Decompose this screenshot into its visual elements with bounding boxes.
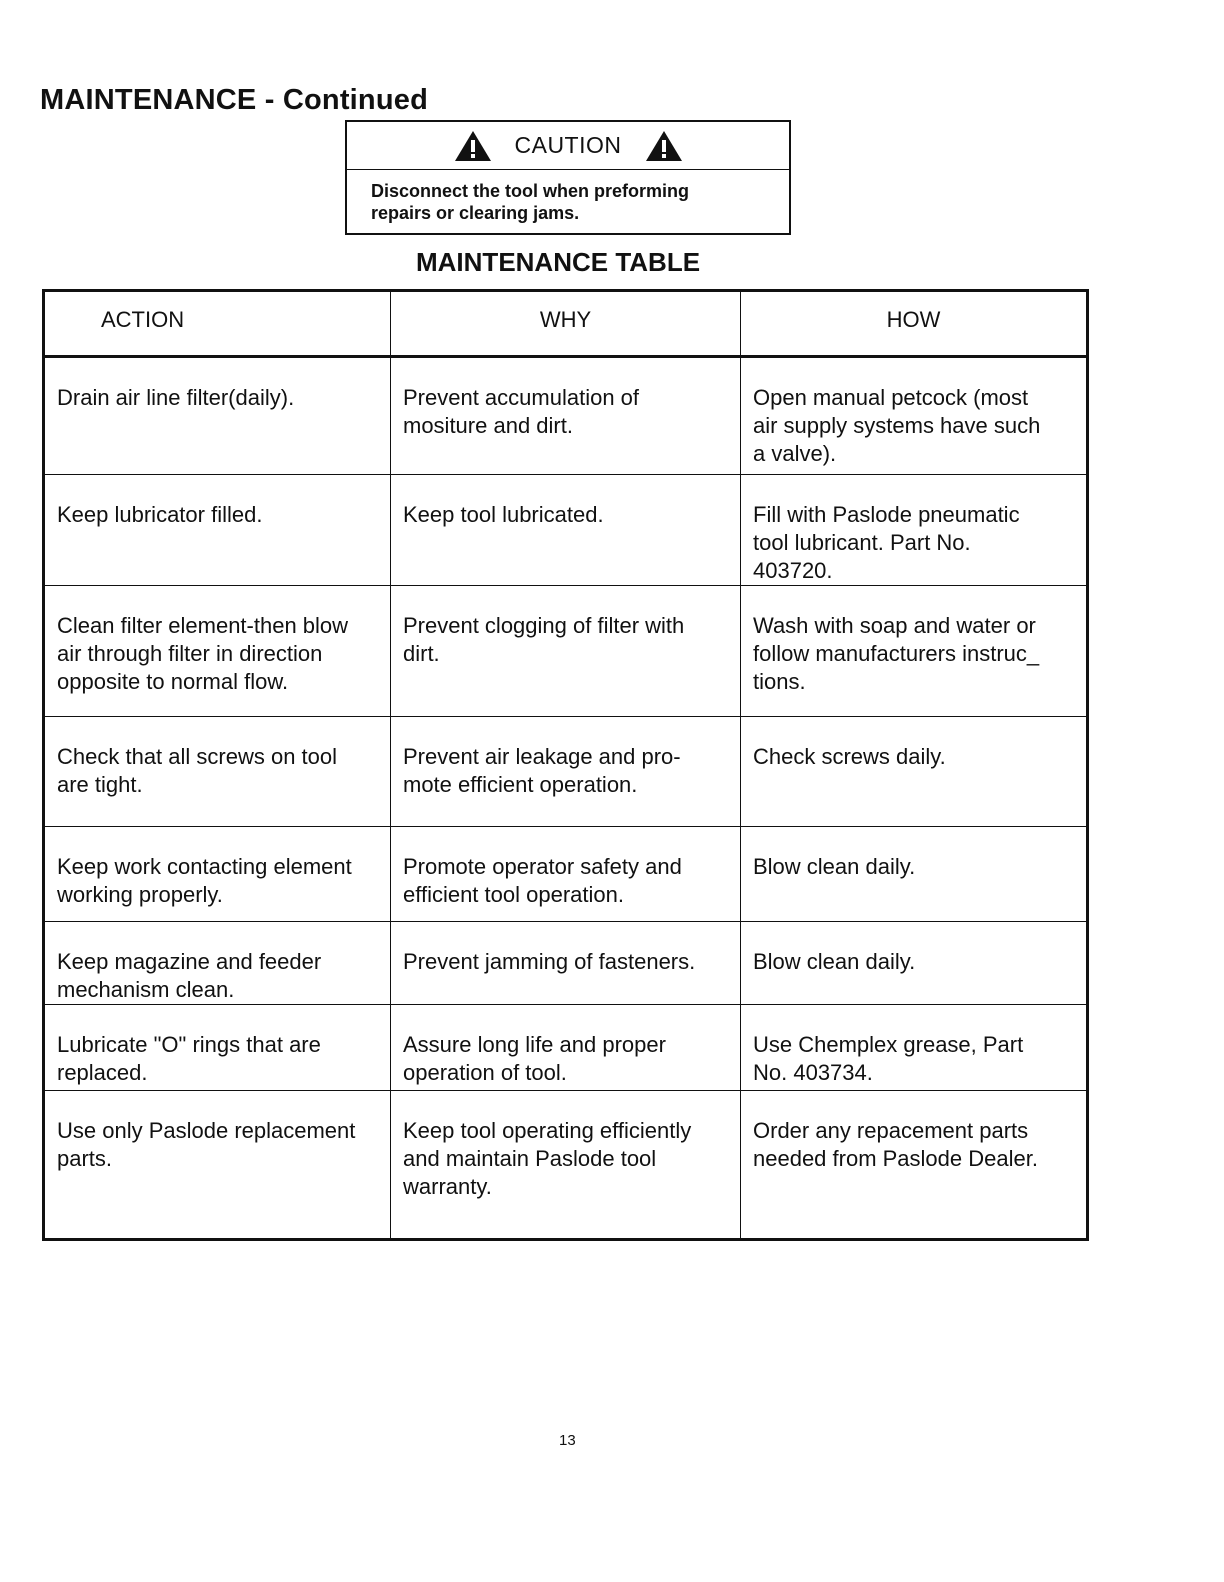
why-cell: Prevent accumulation of mositure and dirt. [391,357,741,475]
table-row [44,357,1088,475]
action-cell: Lubricate "O" rings that are replaced. [44,1005,391,1091]
why-cell: Keep tool operating efficiently and maintain Paslode tool warranty. [391,1091,741,1240]
column-header-action: ACTION [44,291,391,357]
how-cell: Order any repacement parts needed from Paslode Dealer. [741,1091,1088,1240]
why-cell: Prevent clogging of filter with dirt. [391,586,741,717]
caution-box [345,120,791,235]
table-row [44,922,1088,1005]
how-cell: Blow clean daily. [741,827,1088,922]
how-cell: Open manual petcock (most air supply systems have such a valve). [741,357,1088,475]
why-cell: Promote operator safety and efficient tool operation. [391,827,741,922]
action-cell: Check that all screws on tool are tight. [44,717,391,827]
how-cell: Fill with Paslode pneumatic tool lubricant. Part No. 403720. [741,475,1088,586]
table-row [44,1005,1088,1091]
warning-triangle-icon [644,129,684,163]
caution-header [347,122,789,170]
why-cell: Prevent jamming of fasteners. [391,922,741,1005]
table-row [44,475,1088,586]
caution-message: Disconnect the tool when preforming repairs or clearing jams. [371,181,690,223]
action-cell: Keep magazine and feeder mechanism clean. [44,922,391,1005]
table-title: MAINTENANCE TABLE [416,247,701,277]
table-header-row [44,291,1088,357]
page-title: MAINTENANCE - Continued [40,84,429,116]
how-cell: Blow clean daily. [741,922,1088,1005]
how-cell: Check screws daily. [741,717,1088,827]
warning-triangle-icon [453,129,493,163]
column-header-why: WHY [391,291,741,357]
table-row [44,717,1088,827]
why-cell: Prevent air leakage and pro- mote efficient operation. [391,717,741,827]
action-cell: Use only Paslode replacement parts. [44,1091,391,1240]
column-header-how: HOW [741,291,1088,357]
table-row [44,586,1088,717]
action-cell: Drain air line filter(daily). [44,357,391,475]
action-cell: Keep lubricator filled. [44,475,391,586]
why-cell: Keep tool lubricated. [391,475,741,586]
how-cell: Use Chemplex grease, Part No. 403734. [741,1005,1088,1091]
table-row [44,1091,1088,1240]
caution-label: CAUTION [514,132,622,158]
table-row [44,827,1088,922]
maintenance-table [42,289,1089,1241]
action-cell: Keep work contacting element working properly. [44,827,391,922]
action-cell: Clean filter element-then blow air through filter in direction opposite to normal flow. [44,586,391,717]
why-cell: Assure long life and proper operation of tool. [391,1005,741,1091]
page-number: 13 [559,1432,576,1449]
how-cell: Wash with soap and water or follow manufacturers instruc_ tions. [741,586,1088,717]
